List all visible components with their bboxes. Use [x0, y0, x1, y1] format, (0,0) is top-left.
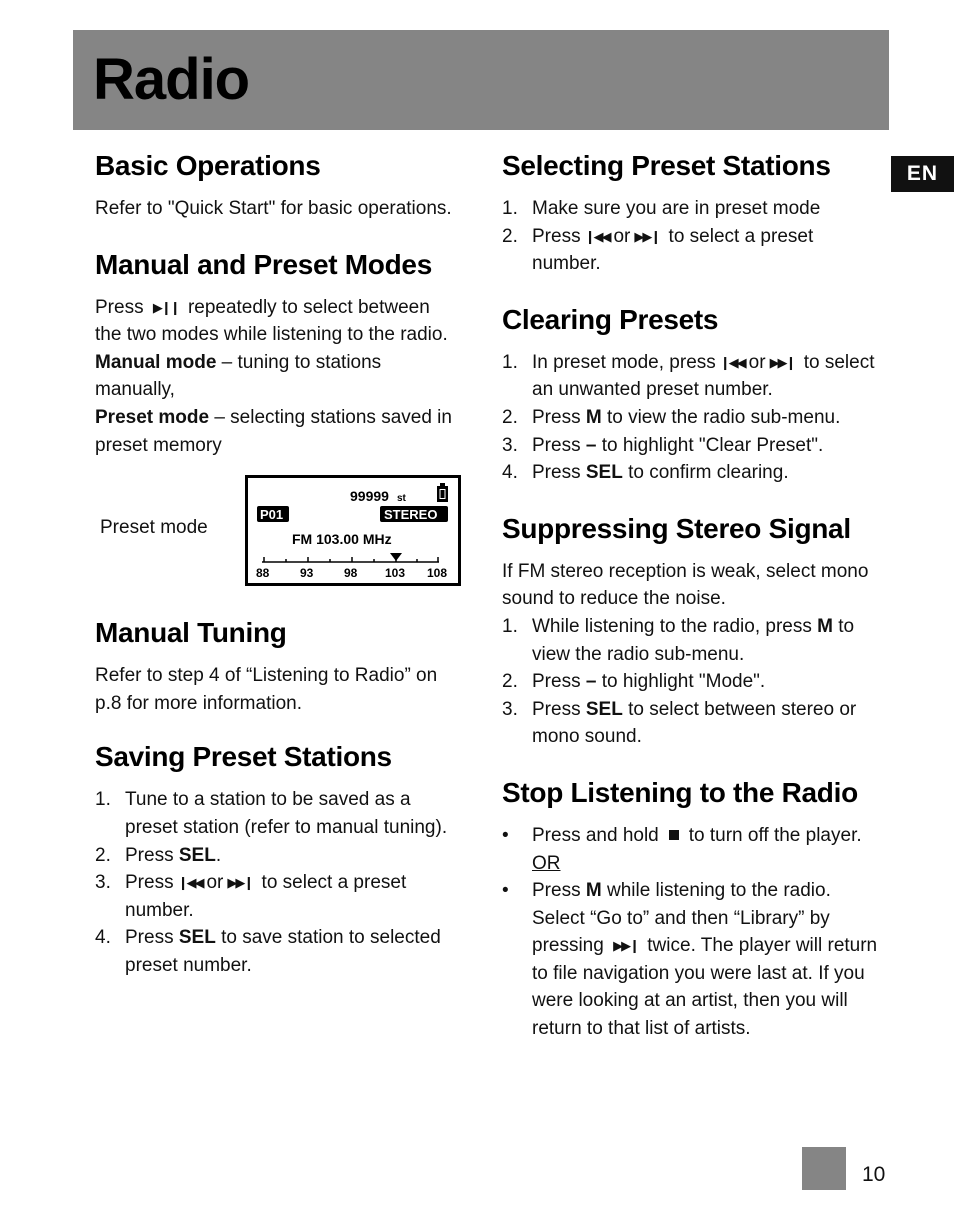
basic-operations-text: Refer to "Quick Start" for basic operations. [95, 198, 452, 219]
next-icon: ▶▶❙ [634, 228, 660, 244]
lcd-counter: 99999 [350, 488, 389, 505]
stop-icon [669, 830, 679, 840]
step-text-part: to select an unwanted preset number. [532, 351, 875, 401]
step-text-part: to save station to selected preset number. [125, 927, 441, 976]
key-label: M [585, 880, 602, 902]
step-text-part: or [613, 225, 631, 247]
step-number: 1. [95, 789, 111, 811]
step-text-part: to select a preset number. [125, 872, 407, 921]
step-text-part: or [748, 351, 766, 373]
next-icon: ▶▶❙ [769, 354, 795, 370]
step-number: 3. [95, 872, 111, 894]
page-title: Radio [93, 47, 250, 112]
manual-mode-desc: – tuning to stations manually, [95, 351, 382, 401]
list-item [502, 432, 882, 460]
bullet: • [502, 880, 509, 902]
key-label: SEL [585, 698, 623, 720]
preset-mode-text [95, 404, 460, 459]
step-number: 1. [502, 615, 518, 637]
selecting-heading: Selecting Preset Stations [502, 150, 831, 181]
saving-heading: Saving Preset Stations [95, 741, 392, 773]
previous-icon: ❙◀◀ [177, 875, 203, 891]
step-text [532, 696, 882, 751]
manual-mode-text [95, 349, 460, 404]
list-item [502, 613, 882, 668]
clearing-heading: Clearing Presets [502, 303, 719, 335]
key-label: SEL [178, 927, 216, 949]
footer-tab [802, 1147, 846, 1190]
step-text-part: to view the radio sub-menu. [532, 615, 855, 665]
scale-label: 88 [256, 566, 270, 581]
step-text-part: Press [532, 698, 586, 720]
suppress-intro: If FM stereo reception is weak, select mono sound to reduce the noise. [502, 560, 869, 610]
list-item [502, 822, 882, 877]
step-text-part: Press [532, 225, 581, 247]
list-item [502, 877, 882, 1043]
modes-intro [95, 294, 460, 349]
step-text-part: While listening to the radio, press [532, 615, 818, 637]
list-item [502, 223, 882, 278]
modes-intro-a: Press [95, 296, 144, 318]
modes-section [95, 247, 460, 460]
step-text-part: Press [125, 927, 179, 949]
stop-section [502, 775, 882, 1043]
lcd-display [245, 475, 461, 587]
step-text-part: to confirm clearing. [622, 462, 789, 484]
step-number: 4. [502, 462, 518, 484]
lcd-frequency: FM 103.00 MHz [292, 531, 392, 548]
left-column [95, 148, 460, 1004]
manual-tuning-section [95, 615, 460, 717]
step-text-part: . [215, 844, 222, 866]
basic-operations-heading: Basic Operations [95, 150, 321, 181]
key-label: SEL [585, 462, 623, 484]
step-number: 2. [502, 225, 518, 247]
list-item [502, 349, 882, 404]
key-label: M [585, 406, 602, 428]
scale-label: 98 [344, 566, 358, 581]
list-item [502, 404, 882, 432]
step-text-part: to select a preset number. [532, 225, 814, 275]
next-icon: ▶▶❙ [613, 938, 638, 954]
step-text [125, 869, 460, 924]
step-text: Tune to a station to be saved as a preset station (refer to manual tuning). [125, 789, 448, 838]
list-item [95, 869, 460, 924]
list-item [95, 786, 460, 841]
step-text-part: or [206, 872, 224, 894]
selecting-section [502, 148, 882, 278]
suppress-section [502, 511, 882, 751]
figure-label: Preset mode [100, 517, 208, 539]
bullet-text [532, 822, 882, 877]
preset-mode-label: Preset mode [95, 406, 210, 428]
clearing-section [502, 302, 882, 487]
key-label: – [585, 434, 597, 456]
page-number: 10 [862, 1163, 886, 1186]
scale-label: 103 [385, 566, 406, 581]
step-text-part: Press [532, 462, 586, 484]
step-number: 1. [502, 198, 518, 219]
stop-heading: Stop Listening to the Radio [502, 776, 858, 808]
list-item [95, 924, 460, 979]
step-text-part: to highlight "Clear Preset". [596, 434, 824, 456]
step-text [532, 349, 882, 404]
step-text [532, 432, 882, 460]
step-text [532, 223, 882, 278]
bullet: • [502, 824, 509, 846]
step-text-part: In preset mode, press [532, 351, 716, 373]
step-text-part: Press [125, 872, 174, 894]
step-number: 2. [502, 406, 518, 428]
bullet-text [532, 877, 882, 1043]
bullet-text-part: twice. The player will return to file navigation you were last at. If you were looking at an artist, then you will return to that list of artists. [532, 935, 878, 1040]
step-text [125, 842, 460, 870]
step-text-part: to select between stereo or mono sound. [532, 698, 857, 748]
step-number: 1. [502, 351, 518, 373]
key-label: SEL [178, 844, 216, 866]
lcd-counter-suffix: st [397, 493, 406, 505]
basic-operations-section [95, 148, 460, 223]
manual-tuning-text: Refer to step 4 of “Listening to Radio” on p.8 for more information. [95, 665, 438, 714]
list-item [502, 668, 882, 696]
bullet-text-part: Press [532, 880, 586, 902]
previous-icon: ❙◀◀ [584, 228, 610, 244]
lcd-stereo: STEREO [384, 507, 438, 523]
scale-label: 108 [427, 566, 448, 581]
step-text-part: Press [532, 434, 586, 456]
step-number: 3. [502, 698, 518, 720]
scale-label: 93 [300, 566, 314, 581]
list-item [95, 842, 460, 870]
right-column [502, 148, 882, 1067]
bullet-text-part: to turn off the player. [688, 824, 862, 846]
list-item [502, 459, 882, 487]
step-text [125, 924, 460, 979]
step-text-part: to highlight "Mode". [596, 671, 766, 693]
saving-section [95, 739, 460, 979]
step-text: Make sure you are in preset mode [532, 198, 821, 219]
list-item [502, 696, 882, 751]
step-text-part: Press [532, 406, 586, 428]
preset-mode-figure [95, 475, 460, 589]
step-text-part: to view the radio sub-menu. [601, 406, 841, 428]
suppress-heading: Suppressing Stereo Signal [502, 512, 851, 544]
lcd-preset: P01 [260, 507, 284, 523]
manual-tuning-heading: Manual Tuning [95, 617, 287, 649]
modes-intro-b: repeatedly to select between the two modes while listening to the radio. [95, 296, 448, 346]
step-number: 2. [502, 671, 518, 693]
title-banner [73, 30, 889, 130]
preset-mode-desc: – selecting stations saved in preset memory [95, 406, 452, 456]
step-text-part: Press [532, 671, 586, 693]
or-text: OR [532, 852, 561, 874]
step-text [532, 668, 882, 696]
modes-heading: Manual and Preset Modes [95, 248, 432, 280]
play-pause-icon: ▶❙❙ [152, 299, 179, 315]
previous-icon: ❙◀◀ [719, 354, 745, 370]
step-number: 4. [95, 927, 111, 949]
language-tab: EN [891, 156, 954, 192]
step-text [532, 404, 882, 432]
step-number: 2. [95, 844, 111, 866]
key-label: M [817, 615, 833, 637]
list-item [502, 195, 882, 223]
bullet-text-part: Press and hold [532, 824, 659, 846]
step-text-part: Press [125, 844, 179, 866]
next-icon: ▶▶❙ [227, 875, 253, 891]
step-text [532, 459, 882, 487]
step-text [532, 613, 882, 668]
key-label: – [585, 671, 597, 693]
step-number: 3. [502, 434, 518, 456]
bullet-text-part: while listening to the radio. Select “Go to” and then “Library” by pressing [532, 880, 831, 957]
manual-mode-label: Manual mode [95, 351, 217, 373]
